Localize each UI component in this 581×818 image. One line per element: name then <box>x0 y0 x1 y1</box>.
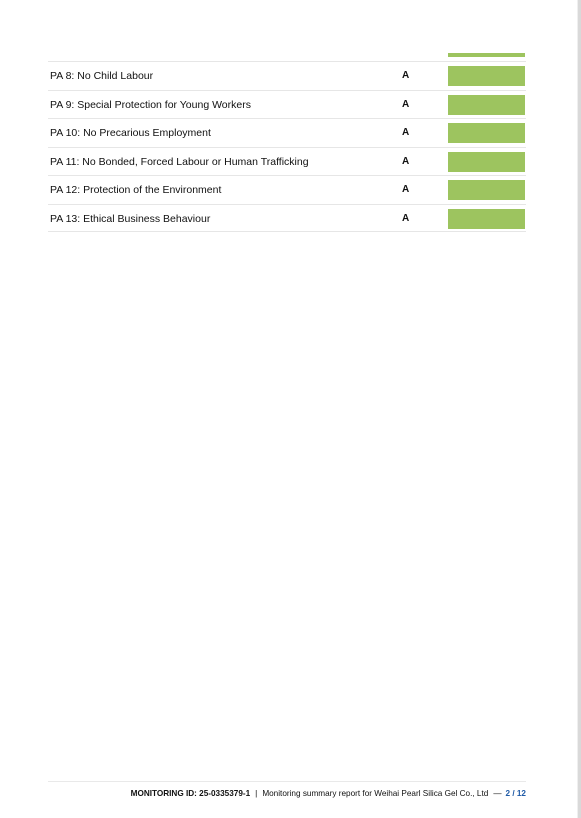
grade-bar <box>448 180 525 200</box>
table-row <box>48 147 526 176</box>
performance-area-label: PA 13: Ethical Business Behaviour <box>50 212 211 225</box>
table-row <box>48 61 526 90</box>
grade-bar <box>448 209 525 229</box>
grade-bar <box>448 95 525 115</box>
footer-separator: | <box>255 789 258 798</box>
table-row <box>48 204 526 233</box>
footer-dash: — <box>493 789 502 798</box>
rating-grade: A <box>402 98 410 110</box>
performance-area-label: PA 10: No Precarious Employment <box>50 127 211 139</box>
table-row <box>48 118 526 147</box>
grade-bar <box>448 152 525 172</box>
footer-divider <box>48 781 526 782</box>
monitoring-id: MONITORING ID: 25-0335379-1 <box>130 789 251 798</box>
report-description: Monitoring summary report for Weihai Pearl Silica Gel Co., Ltd <box>262 789 489 798</box>
rating-grade: A <box>402 70 410 81</box>
grade-bar-continuation <box>448 53 525 57</box>
performance-area-label: PA 9: Special Protection for Young Workers <box>50 98 251 111</box>
page-footer <box>131 789 526 799</box>
grade-bar <box>448 123 525 143</box>
performance-area-label: PA 12: Protection of the Environment <box>50 184 222 196</box>
rating-grade: A <box>402 212 410 224</box>
performance-area-label: PA 11: No Bonded, Forced Labour or Human Trafficking <box>50 155 309 168</box>
page-number: 2 / 12 <box>505 789 526 798</box>
table-row <box>48 175 526 204</box>
rating-grade: A <box>402 127 410 138</box>
performance-area-table <box>48 61 526 232</box>
table-row <box>48 90 526 119</box>
grade-bar <box>448 66 525 86</box>
performance-area-label: PA 8: No Child Labour <box>50 70 154 82</box>
rating-grade: A <box>402 184 410 195</box>
rating-grade: A <box>402 155 410 167</box>
